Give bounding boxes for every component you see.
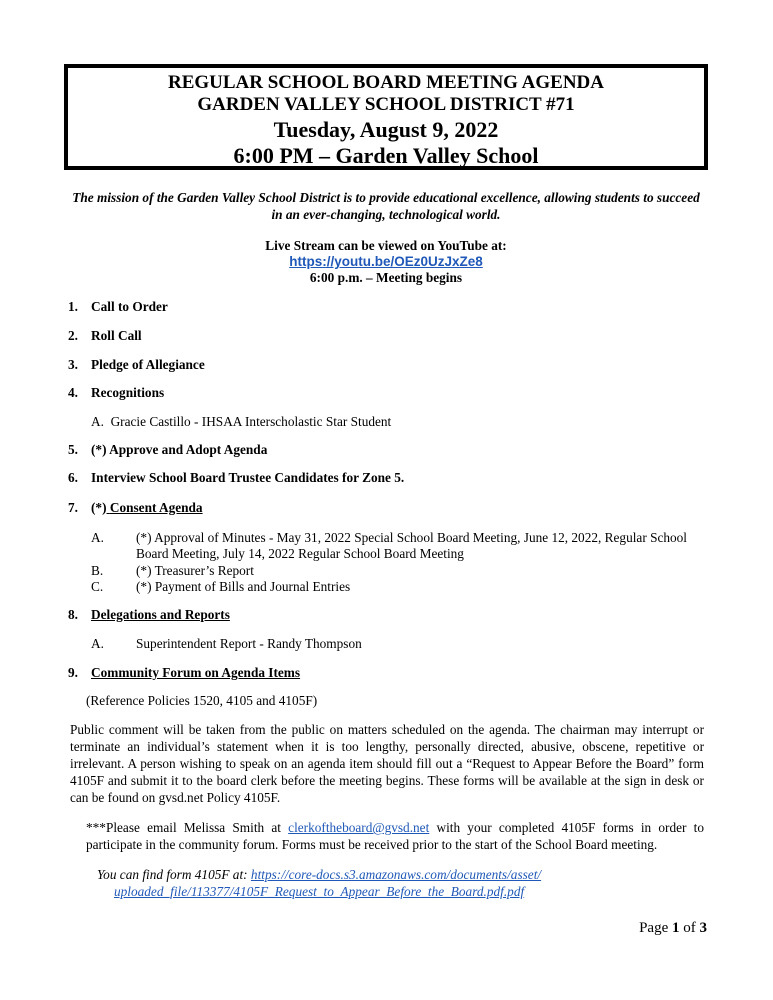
agenda-item-8 [68,607,230,623]
agenda-sub-item-7c [91,579,696,595]
sub-item-text: (*) Approval of Minutes - May 31, 2022 Special School Board Meeting, June 12, 2022, Regular School Board Meeting, July 14, 2022 Regular School Board Meeting [136,530,688,561]
agenda-item-5 [68,442,267,458]
agenda-sub-item-4a [91,414,691,430]
item-label: Community Forum on Agenda Items [91,665,301,680]
mission-statement: The mission of the Garden Valley School District is to provide educational excellence, allowing students to succeed in an ever-changing, technological world. [72,190,700,222]
policy-reference-text: (Reference Policies 1520, 4105 and 4105F) [86,693,318,708]
agenda-sub-item-7b [91,563,696,579]
title-date: Tuesday, August 9, 2022 [273,117,499,142]
meeting-begins: 6:00 p.m. – Meeting begins [309,270,463,285]
item-prefix: (*) [91,500,107,515]
item-number: 6. [68,470,78,485]
item-label: Recognitions [91,385,165,400]
page-of: of [683,920,696,936]
item-label: Interview School Board Trustee Candidates for Zone 5. [91,470,405,485]
sub-item-letter: A. [91,530,104,545]
sub-item-letter: C. [91,579,104,594]
item-number: 5. [68,442,78,457]
agenda-item-2 [68,328,142,344]
item-label: Call to Order [91,299,168,314]
sub-item-text: (*) Payment of Bills and Journal Entries [136,579,351,594]
sub-item-text: Superintendent Report - Randy Thompson [136,636,362,651]
agenda-item-9 [68,665,300,681]
agenda-item-3 [68,357,205,373]
live-stream-label: Live Stream can be viewed on YouTube at: [265,238,507,253]
item-label: Consent Agenda [109,500,203,515]
title-line-2: GARDEN VALLEY SCHOOL DISTRICT #71 [197,94,575,115]
item-number: 8. [68,607,78,622]
item-number: 2. [68,328,78,343]
item-label: Delegations and Reports [91,607,230,622]
item-label: Pledge of Allegiance [91,357,205,372]
page-number [639,920,707,937]
youtube-link[interactable]: https://youtu.be/OEz0UzJxZe8 [289,254,483,269]
agenda-item-4 [68,385,164,401]
sub-item-text: (*) Treasurer’s Report [136,563,254,578]
title-line-1: REGULAR SCHOOL BOARD MEETING AGENDA [167,72,604,93]
page-label: Page [639,920,669,936]
agenda-item-7 [68,500,203,516]
item-number: 3. [68,357,78,372]
sub-item-letter: B. [91,563,104,578]
item-label: (*) Approve and Adopt Agenda [91,442,268,457]
form-link-part-1[interactable]: https://core-docs.s3.amazonaws.com/documents/asset/ [250,867,542,882]
page-current: 1 [672,920,680,936]
item-number: 1. [68,299,78,314]
form-note [97,866,697,900]
item-label: Roll Call [91,328,142,343]
clerk-email-link[interactable]: clerkoftheboard@gvsd.net [288,820,430,835]
agenda-sub-item-7a [91,530,696,564]
item-number: 4. [68,385,78,400]
form-note-pre: You can find form 4105F at: [97,867,251,882]
title-time-location: 6:00 PM – Garden Valley School [233,143,539,168]
item-number: 9. [68,665,78,680]
item-number: 7. [68,500,78,515]
email-note-pre: ***Please email Melissa Smith at [86,820,289,835]
sub-item-text: A. Gracie Castillo - IHSAA Interscholastic Star Student [91,414,392,429]
title-box [64,64,708,170]
email-note [86,819,704,853]
sub-item-letter: A. [91,636,104,651]
form-link-part-2[interactable]: uploaded_file/113377/4105F_Request_to_Appear_Before_the_Board.pdf.pdf [114,884,525,899]
policy-reference [86,693,691,709]
email-note-post: with your completed 4105F forms in order to participate in the community forum. Forms must be received prior to the start of the School Board meeting. [86,820,704,852]
public-comment-paragraph: Public comment will be taken from the public on matters scheduled on the agenda. The chairman may interrupt or terminate an individual’s statement when it is too lengthy, personally directed, abusive, obscene, repetitive or irrelevant. A person wishing to speak on an agenda item should fill out a “Request to Appear Before the Board” form 4105F and submit it to the board clerk before the meeting begins. These forms will be available at the sign in desk or can be found on gvsd.net Policy 4105F. [70,722,704,805]
agenda-item-6 [68,470,404,486]
page-total: 3 [699,920,707,936]
agenda-sub-item-8a [91,636,696,652]
live-stream-block [70,238,702,286]
agenda-item-1 [68,299,168,315]
